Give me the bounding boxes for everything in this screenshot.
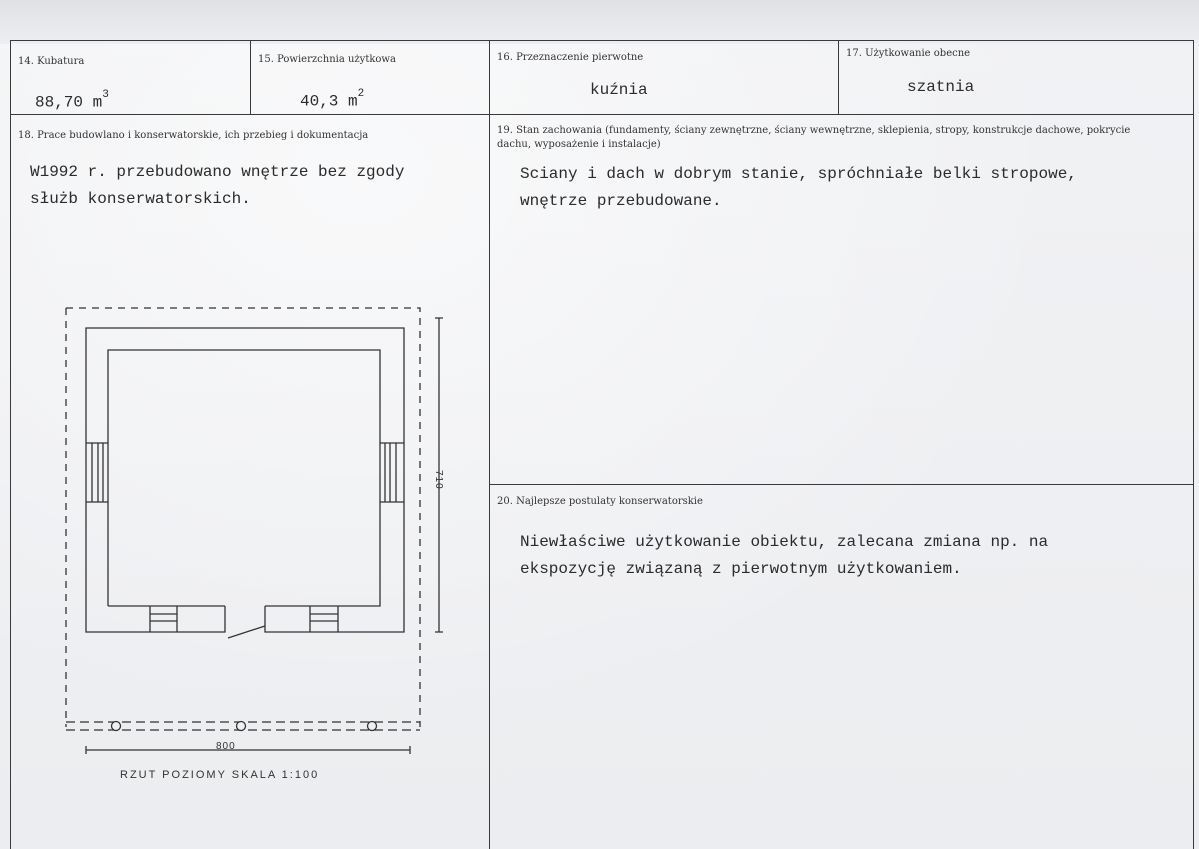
plan-window-bottom-right (310, 606, 338, 632)
plan-dim-width: 800 (216, 741, 236, 752)
field-18-line-1: W1992 r. przebudowano wnętrze bez zgody (30, 163, 405, 181)
plan-post-1 (112, 722, 121, 731)
plan-inner-wall (108, 350, 380, 606)
rule-col1 (250, 40, 251, 114)
field-14-value (35, 85, 109, 116)
plan-caption: RZUT POZIOMY SKALA 1:100 (120, 769, 320, 781)
field-14-number: 88,70 m (35, 93, 103, 112)
field-15-exponent: 2 (357, 88, 365, 100)
floor-plan-drawing (40, 290, 480, 810)
plan-post-2 (237, 722, 246, 731)
plan-door-leaf (228, 626, 265, 638)
field-16-label: 16. Przeznaczenie pierwotne (497, 52, 644, 63)
plan-post-3 (368, 722, 377, 731)
field-16-value: kuźnia (590, 81, 648, 99)
plan-outer-wall (86, 328, 404, 632)
plan-window-left (86, 443, 108, 502)
field-19-line-1: Sciany i dach w dobrym stanie, spróchniałe belki stropowe, (520, 165, 1077, 183)
field-17-label: 17. Użytkowanie obecne (846, 48, 971, 59)
field-15-label: 15. Powierzchnia użytkowa (258, 54, 396, 65)
field-15-number: 40,3 m (300, 92, 358, 111)
plan-dim-height: 710 (433, 470, 444, 490)
rule-col2 (489, 40, 490, 849)
plan-outline-dashed (66, 308, 420, 727)
field-19-line-2: wnętrze przebudowane. (520, 192, 722, 210)
rule-right (1193, 40, 1194, 849)
field-20-label: 20. Najlepsze postulaty konserwatorskie (497, 496, 703, 507)
plan-window-right (380, 443, 404, 502)
plan-dim-horizontal (86, 746, 410, 754)
field-14-label: 14. Kubatura (18, 56, 85, 67)
scan-top-edge (0, 0, 1199, 44)
field-18-line-2: służb konserwatorskich. (30, 190, 251, 208)
field-14-exponent: 3 (102, 89, 109, 101)
plan-window-bottom-left (150, 606, 177, 632)
rule-top (10, 40, 1194, 41)
field-15-value (300, 84, 364, 115)
rule-col3 (838, 40, 839, 114)
rule-field20-top (489, 484, 1194, 485)
field-18-label: 18. Prace budowlano i konserwatorskie, ich przebieg i dokumentacja (18, 130, 369, 141)
rule-left (10, 40, 11, 849)
field-19-label: 19. Stan zachowania (fundamenty, ściany zewnętrzne, ściany wewnętrzne, sklepienia, stropy, konstrukcje dachowe, pokrycie dachu, wyposażenie i instalacje) (497, 125, 1131, 150)
field-17-value: szatnia (907, 78, 975, 96)
rule-row1-bottom (10, 114, 1194, 115)
field-20-line-2: ekspozycję związaną z pierwotnym użytkowaniem. (520, 560, 962, 578)
field-20-line-1: Niewłaściwe użytkowanie obiektu, zalecana zmiana np. na (520, 533, 1049, 551)
